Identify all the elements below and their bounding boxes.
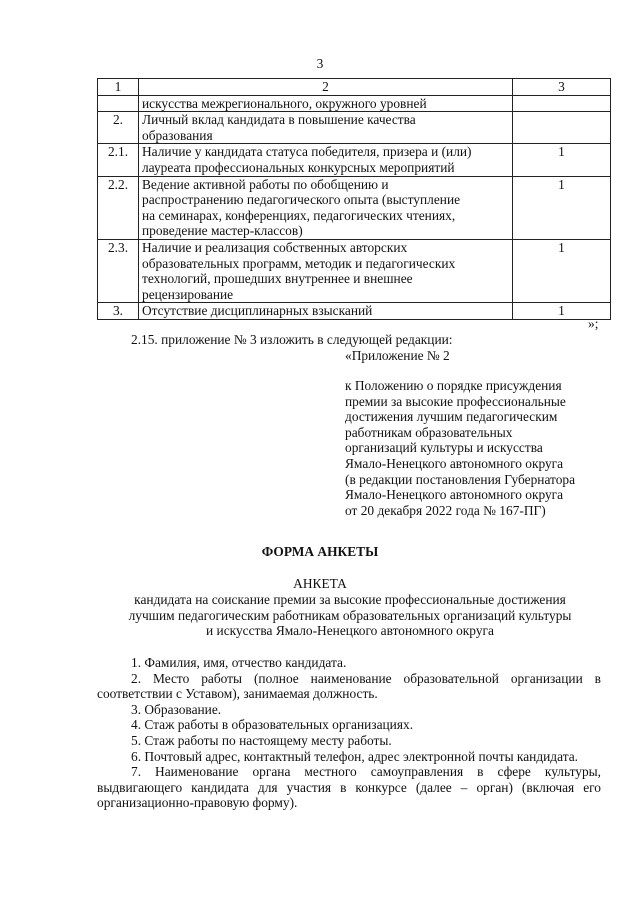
row-points: 1 (513, 239, 611, 302)
anketa-item: 2. Место работы (полное наименование образовательной организации в соответствии с Уставом), занимаемая должность. (97, 670, 601, 702)
row-number: 3. (98, 303, 139, 320)
anketa-subtitle-line: кандидата на соискание премии за высокие профессиональные достижения (134, 592, 566, 607)
criterion-line: образовательных программ, методик и педагогических (142, 255, 456, 271)
appendix-reference-line: организаций культуры и искусства (345, 440, 543, 456)
row-criterion (139, 303, 513, 320)
form-title: ФОРМА АНКЕТЫ (261, 544, 379, 559)
table-header-cell: 3 (513, 79, 611, 96)
anketa-title: АНКЕТА (293, 576, 347, 591)
amendment-paragraph: 2.15. приложение № 3 изложить в следующей редакции: (131, 332, 453, 347)
row-criterion (139, 112, 513, 144)
appendix-reference (345, 378, 605, 518)
anketa-item: 7. Наименование органа местного самоуправления в сфере культуры, выдвигающего кандидата для участия в конкурсе (далее – орган) (включая его организационно-правовую форму). (97, 764, 601, 811)
appendix-reference-line: от 20 декабря 2022 года № 167-ПГ) (345, 502, 546, 518)
table-row (98, 239, 611, 302)
criterion-line: технологий, прошедших внутреннее и внешнее (142, 271, 413, 287)
row-criterion (139, 239, 513, 302)
appendix-reference-line: премии за высокие профессиональные (345, 393, 566, 409)
anketa-subtitle (90, 592, 610, 639)
appendix-reference-line: к Положению о порядке присуждения (345, 378, 562, 393)
appendix-title: «Приложение № 2 (345, 348, 450, 363)
criterion-line: Личный вклад кандидата в повышение качества (142, 112, 416, 128)
anketa-subtitle-line: и искусства Ямало-Ненецкого автономного округа (206, 623, 494, 639)
anketa-item: 4. Стаж работы в образовательных организациях. (131, 717, 414, 733)
criterion-line: образования (142, 127, 213, 143)
row-number: 2.3. (98, 239, 139, 302)
page-number: 3 (316, 56, 324, 71)
anketa-item: 3. Образование. (131, 701, 222, 717)
criterion-line: на семинарах, конференциях, педагогических чтениях, (142, 207, 456, 223)
row-points: 1 (513, 176, 611, 239)
row-number: 2.2. (98, 176, 139, 239)
row-points: 1 (513, 303, 611, 320)
table-row (98, 95, 611, 112)
anketa-item: 6. Почтовый адрес, контактный телефон, адрес электронной почты кандидата. (131, 748, 579, 764)
criteria-table (97, 78, 611, 320)
row-number: 2.1. (98, 144, 139, 176)
table-row (98, 144, 611, 176)
row-number: 2. (98, 112, 139, 144)
closing-quote-mark: »; (588, 316, 599, 331)
appendix-reference-line: (в редакции постановления Губернатора (345, 471, 576, 487)
anketa-item: 5. Стаж работы по настоящему месту работы. (131, 732, 392, 748)
table-header-cell: 2 (139, 79, 513, 96)
appendix-reference-line: Ямало-Ненецкого автономного округа (345, 487, 564, 503)
criterion-line: распространению педагогического опыта (выступление (142, 192, 461, 208)
row-criterion (139, 144, 513, 176)
anketa-items (97, 655, 601, 811)
appendix-reference-line: достижения лучшим педагогическим (345, 409, 558, 425)
table-row (98, 176, 611, 239)
row-criterion (139, 95, 513, 112)
row-points: 1 (513, 144, 611, 176)
row-criterion (139, 176, 513, 239)
row-points (513, 95, 611, 112)
row-number (98, 95, 139, 112)
criterion-line: Наличие и реализация собственных авторских (142, 239, 408, 255)
anketa-subtitle-line: лучшим педагогическим работникам образовательных организаций культуры (128, 607, 572, 623)
table-row (98, 303, 611, 320)
criterion-line: рецензирование (142, 286, 234, 302)
row-points (513, 112, 611, 144)
table-row (98, 112, 611, 144)
criterion-line: Ведение активной работы по обобщению и (142, 176, 389, 192)
criterion-line: Отсутствие дисциплинарных взысканий (142, 303, 373, 319)
table-header-row (98, 79, 611, 96)
appendix-reference-line: работникам образовательных (345, 424, 513, 440)
criterion-line: лауреата профессиональных конкурсных мероприятий (142, 159, 455, 175)
table-header-cell: 1 (98, 79, 139, 96)
criterion-line: Наличие у кандидата статуса победителя, призера и (или) (142, 144, 472, 160)
criterion-line: проведение мастер-классов) (142, 223, 303, 239)
anketa-item: 1. Фамилия, имя, отчество кандидата. (131, 655, 347, 670)
appendix-reference-line: Ямало-Ненецкого автономного округа (345, 455, 564, 471)
criterion-line: искусства межрегионального, окружного уровней (142, 95, 427, 111)
